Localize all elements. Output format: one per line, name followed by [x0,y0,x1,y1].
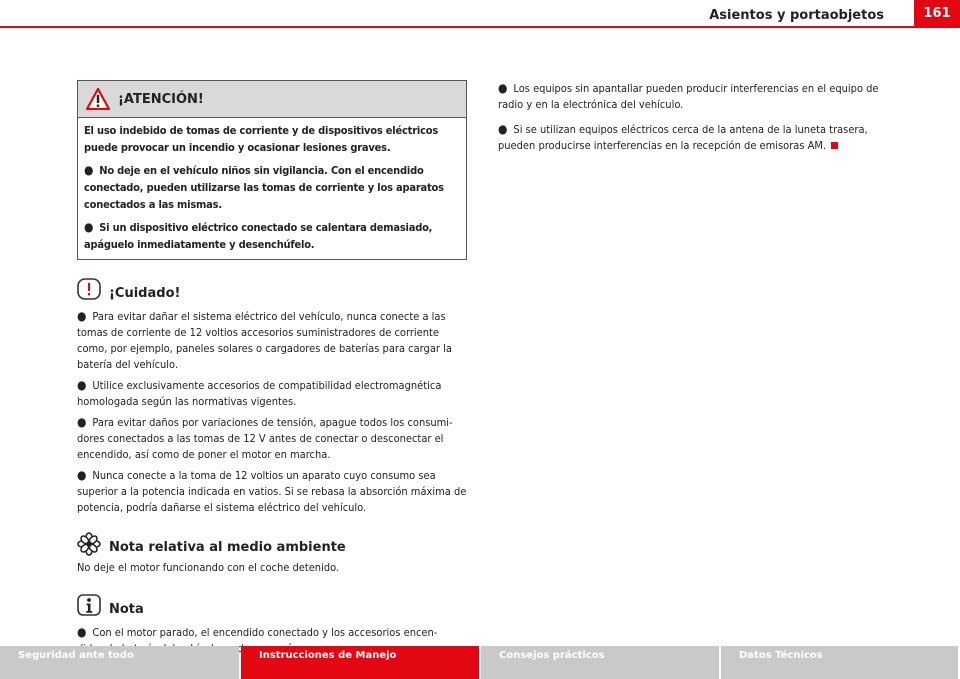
warning-triangle-icon [86,88,110,110]
list-item: ● Utilice exclusivamente accesorios de compatibilidad electromagnética homologada según las normativas vigentes. [77,378,442,408]
page-header-title: Asientos y portaobjetos [709,8,884,23]
bullet: ● [498,81,508,95]
bullet: ● [77,415,87,429]
page-number-badge: 161 [914,0,960,26]
caution-body [77,308,467,516]
warning-item: ● No deje en el vehículo niños sin vigilancia. Con el encendido conectado, pueden utilizarse las tomas de corriente y los aparatos conectados a las mismas. [84,163,444,211]
bullet: ● [84,220,94,234]
caution-exclamation-icon [77,278,101,302]
bullet: ● [77,625,87,639]
list-item: ● Para evitar dañar el sistema eléctrico del vehículo, nunca conecte a las tomas de corriente de 12 voltios accesorios suministradores de corriente como, por ejemplo, paneles solares o cargadores de baterías para cargar la batería del vehículo. [77,309,452,371]
list-item: ● Si se utilizan equipos eléctricos cerca de la antena de la luneta trasera, pueden producirse interferencias en la recepción de emisoras AM. [498,122,868,152]
bullet: ● [84,163,94,177]
environment-text: No deje el motor funcionando con el coche detenido. [77,561,340,574]
section-end-marker [831,142,838,149]
warning-header [78,81,466,118]
bullet: ● [498,122,508,136]
warning-intro: El uso indebido de tomas de corriente y de dispositivos eléctricos puede provocar un incendio y ocasionar lesiones graves. [84,124,439,154]
caution-title: ¡Cuidado! [109,286,181,301]
note-title: Nota [109,602,144,617]
footer-tab-datos[interactable]: Datos Técnicos [721,646,958,679]
header-rule [0,26,960,28]
flower-environment-icon [77,532,101,556]
footer-tabs [0,646,960,679]
right-column [498,80,898,158]
list-item: ● Nunca conecte a la toma de 12 voltios un aparato cuyo consumo sea superior a la potencia indicada en vatios. Si se rebasa la absorción máxima de potencia, podría dañarse el sistema eléctrico del vehículo. [77,468,467,514]
right-body [498,80,898,154]
environment-title: Nota relativa al medio ambiente [109,540,346,555]
environment-heading [77,532,467,556]
warning-title: ¡ATENCIÓN! [118,91,204,107]
list-item: ● Para evitar daños por variaciones de tensión, apague todos los consumi-dores conectados a las tomas de 12 V antes de conectar o desconectar el encendido, así como de poner el motor en marcha. [77,415,453,461]
footer-tab-instrucciones[interactable]: Instrucciones de Manejo [241,646,479,679]
bullet: ● [77,309,87,323]
note-heading [77,594,467,618]
bullet: ● [77,468,87,482]
left-column [77,80,467,661]
environment-body [77,560,467,576]
list-item: ● Con el motor parado, el encendido conectado y los accesorios encen- [77,625,438,639]
warning-body [78,118,466,259]
info-note-icon [77,594,101,618]
footer-tab-seguridad[interactable]: Seguridad ante todo [0,646,239,679]
warning-box [77,80,467,260]
list-item: ● Los equipos sin apantallar pueden producir interferencias en el equipo de radio y en la electrónica del vehículo. [498,81,879,111]
warning-item: ● Si un dispositivo eléctrico conectado se calentara demasiado, apáguelo inmediatamente y desenchúfelo. [84,220,433,251]
footer-tab-consejos[interactable]: Consejos prácticos [481,646,719,679]
caution-heading [77,278,467,302]
bullet: ● [77,378,87,392]
